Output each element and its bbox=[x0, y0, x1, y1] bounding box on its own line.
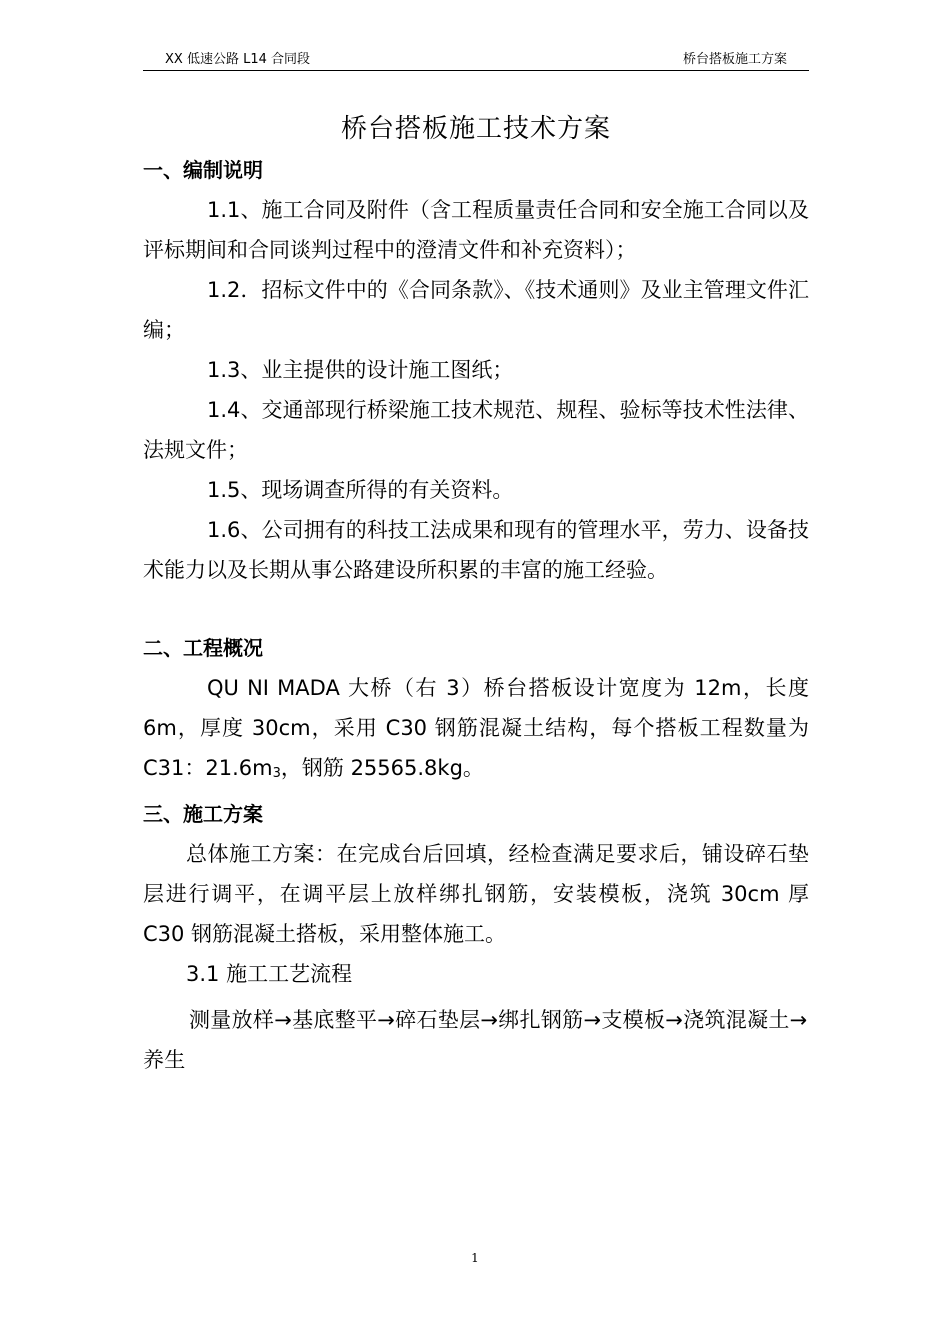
page-number: 1 bbox=[471, 1251, 479, 1265]
document-title: 桥台搭板施工技术方案 bbox=[340, 114, 611, 144]
section-1-item-6: 1.6、公司拥有的科技工法成果和现有的管理水平，劳力、设备技术能力以及长期从事公路建设所积累的丰富的施工经验。 bbox=[143, 518, 809, 582]
process-flow: 测量放样→基底整平→碎石垫层→绑扎钢筋→支模板→浇筑混凝土→养生 bbox=[143, 1008, 808, 1072]
section-1-heading: 一、编制说明 bbox=[143, 158, 263, 182]
page-header bbox=[143, 44, 809, 71]
section-3-overview: 总体施工方案：在完成台后回填，经检查满足要求后，铺设碎石垫层进行调平，在调平层上放样绑扎钢筋，安装模板，浇筑 30cm 厚 C30 钢筋混凝土搭板，采用整体施工。 bbox=[143, 842, 809, 946]
section-2-text-a: QU NI MADA 大桥（右 3）桥台搭板设计宽度为 12m，长度 6m，厚度 30cm，采用 C30 钢筋混凝土结构，每个搭板工程数量为 C31：21.6m bbox=[143, 676, 809, 780]
section-1-item-1: 1.1、施工合同及附件（含工程质量责任合同和安全施工合同以及评标期间和合同谈判过程中的澄清文件和补充资料）； bbox=[143, 198, 809, 262]
section-3-heading: 三、施工方案 bbox=[143, 802, 263, 826]
section-2-heading: 二、工程概况 bbox=[143, 636, 263, 660]
section-2-subscript: 3 bbox=[272, 766, 281, 781]
section-1-item-2: 1.2．招标文件中的《合同条款》、《技术通则》及业主管理文件汇编； bbox=[143, 278, 809, 342]
section-3-1-heading: 3.1 施工工艺流程 bbox=[186, 962, 353, 986]
section-2-paragraph bbox=[143, 668, 809, 794]
header-right-text: 桥台搭板施工方案 bbox=[682, 52, 787, 67]
section-2-text-b: ，钢筋 25565.8kg。 bbox=[280, 756, 484, 780]
document-body bbox=[143, 150, 809, 1080]
section-1-item-3: 1.3、业主提供的设计施工图纸； bbox=[207, 358, 514, 382]
section-spacer bbox=[143, 590, 809, 628]
section-1-item-4: 1.4、交通部现行桥梁施工技术规范、规程、验标等技术性法律、法规文件； bbox=[143, 398, 809, 462]
header-left-text: XX 低速公路 L14 合同段 bbox=[165, 52, 310, 67]
section-1-item-5: 1.5、现场调查所得的有关资料。 bbox=[207, 478, 514, 502]
